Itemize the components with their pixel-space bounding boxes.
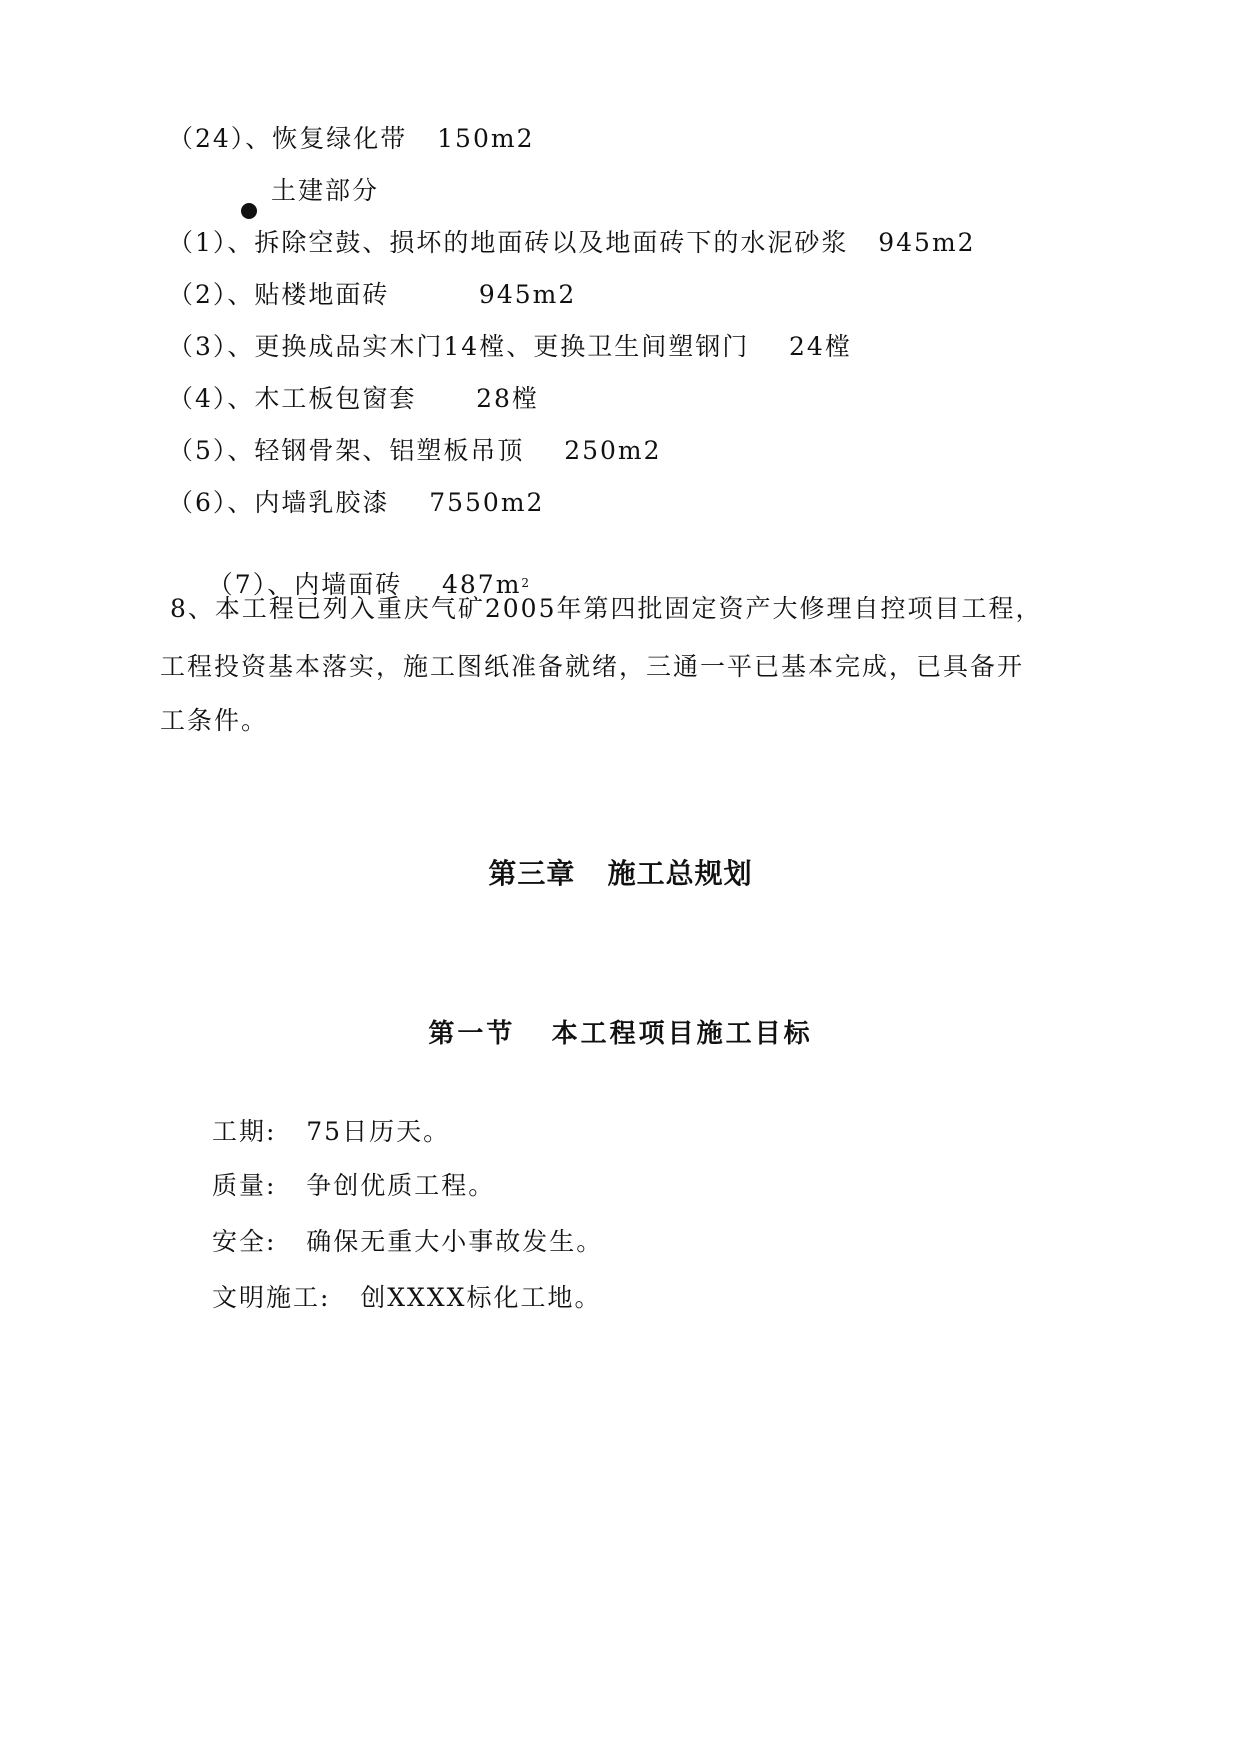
- list-item-4: （4）、木工板包窗套 28樘: [168, 384, 539, 413]
- goal-schedule: 工期: 75日历天。: [212, 1117, 451, 1146]
- paragraph-8-line-2: 工程投资基本落实，施工图纸准备就绪，三通一平已基本完成，已具备开: [160, 652, 1025, 681]
- bullet-icon: [241, 203, 257, 219]
- list-item-3: （3）、更换成品实木门14樘、更换卫生间塑钢门 24樘: [168, 332, 852, 361]
- goal-safety: 安全: 确保无重大小事故发生。: [212, 1227, 604, 1256]
- section-title: 第一节 本工程项目施工目标: [428, 1019, 813, 1049]
- superscript-2: 2: [521, 576, 532, 590]
- list-item-2: （2）、贴楼地面砖 945m2: [168, 280, 577, 309]
- paragraph-8-line-1: 8、本工程已列入重庆气矿2005年第四批固定资产大修理自控项目工程，: [160, 594, 1043, 623]
- list-item-7-text: （7）、内墙面砖 487m: [207, 570, 522, 599]
- list-item-5: （5）、轻钢骨架、铝塑板吊顶 250m2: [168, 436, 662, 465]
- chapter-title: 第三章 施工总规划: [488, 857, 753, 890]
- paragraph-8-line-3: 工条件。: [160, 706, 269, 735]
- goal-civilized-construction: 文明施工: 创XXXX标化工地。: [212, 1283, 602, 1312]
- list-item-1: （1）、拆除空鼓、损坏的地面砖以及地面砖下的水泥砂浆 945m2: [168, 228, 976, 257]
- goal-quality: 质量: 争创优质工程。: [212, 1171, 496, 1200]
- subsection-label: 土建部分: [271, 176, 380, 205]
- list-item-6: （6）、内墙乳胶漆 7550m2: [168, 488, 545, 517]
- list-item-24: （24）、恢复绿化带 150m2: [168, 124, 535, 153]
